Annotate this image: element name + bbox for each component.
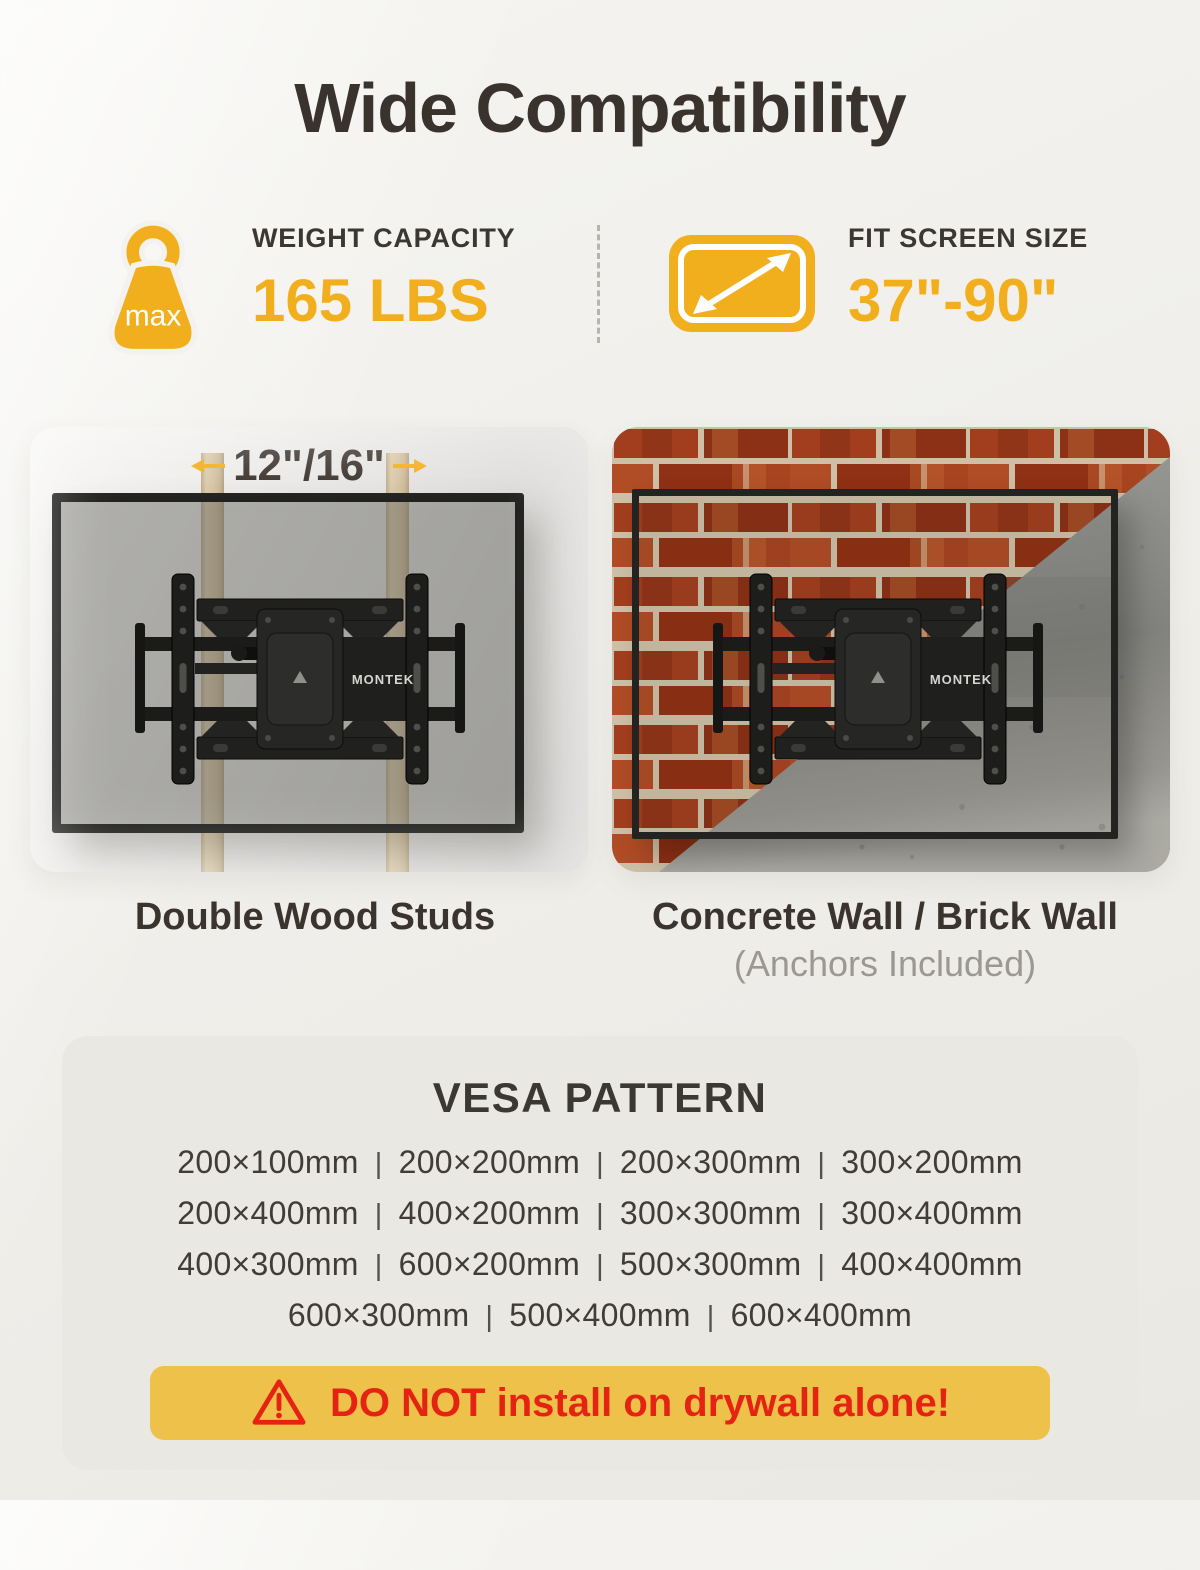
- vesa-size: 200×300mm: [619, 1144, 802, 1180]
- tv-mount-illustration: [135, 573, 465, 785]
- screen-size-icon: [667, 233, 817, 334]
- spec-row: [0, 207, 1200, 359]
- spec-divider: [597, 225, 600, 343]
- masonry-panel: [612, 427, 1170, 872]
- page-title: Wide Compatibility: [294, 69, 906, 147]
- weight-capacity-block: [252, 223, 516, 335]
- vesa-separator: |: [485, 1301, 494, 1333]
- vesa-separator: |: [374, 1250, 383, 1282]
- vesa-size: 600×400mm: [730, 1297, 913, 1333]
- fit-screen-size-label: FIT SCREEN SIZE: [848, 223, 1089, 253]
- max-weight-icon-label: max: [124, 299, 182, 333]
- installation-panels: [30, 427, 1170, 872]
- vesa-separator: |: [706, 1301, 715, 1333]
- max-weight-icon: [95, 219, 211, 357]
- vesa-size: 600×200mm: [398, 1246, 581, 1282]
- masonry-caption: Concrete Wall / Brick Wall: [652, 896, 1118, 938]
- vesa-size: 300×300mm: [619, 1195, 802, 1231]
- panel-captions: [30, 894, 1170, 986]
- vesa-row: [62, 1189, 1138, 1240]
- wood-studs-caption-cell: [30, 894, 600, 986]
- montek-logo: MONTEK: [929, 672, 993, 687]
- vesa-separator: |: [817, 1199, 826, 1231]
- vesa-separator: |: [817, 1148, 826, 1180]
- vesa-size: 400×300mm: [177, 1246, 359, 1282]
- stud-distance-annotation: [30, 441, 588, 491]
- vesa-separator: |: [817, 1250, 826, 1282]
- stud-distance-label: 12"/16": [233, 441, 385, 490]
- vesa-size: 300×400mm: [841, 1195, 1023, 1231]
- fit-screen-size-value: 37"-90": [848, 267, 1059, 334]
- vesa-separator: |: [374, 1199, 383, 1231]
- wood-studs-caption: Double Wood Studs: [134, 896, 496, 938]
- vesa-separator: |: [596, 1199, 604, 1231]
- weight-capacity-label: WEIGHT CAPACITY: [252, 223, 516, 253]
- vesa-pattern-list: [62, 1138, 1138, 1342]
- vesa-row: [62, 1138, 1138, 1189]
- masonry-caption-cell: [600, 894, 1170, 986]
- montek-logo: MONTEK: [351, 672, 415, 687]
- tv-mount-illustration: [713, 573, 1043, 785]
- arrow-left-icon: [191, 458, 225, 474]
- vesa-row: [62, 1291, 1138, 1342]
- vesa-size: 200×100mm: [177, 1144, 359, 1180]
- arrow-right-icon: [393, 458, 427, 474]
- vesa-pattern-card: [62, 1036, 1138, 1470]
- vesa-separator: |: [596, 1148, 604, 1180]
- vesa-size: 500×400mm: [509, 1297, 691, 1333]
- vesa-pattern-title: VESA PATTERN: [432, 1074, 768, 1121]
- fit-screen-size-block: [848, 223, 1088, 335]
- vesa-size: 500×300mm: [619, 1246, 802, 1282]
- vesa-size: 400×400mm: [841, 1246, 1023, 1282]
- vesa-size: 400×200mm: [398, 1195, 581, 1231]
- wood-studs-panel: [30, 427, 588, 872]
- warning-banner: [150, 1366, 1050, 1440]
- weight-capacity-value: 165 LBS: [252, 267, 489, 334]
- vesa-separator: |: [596, 1250, 604, 1282]
- vesa-size: 600×300mm: [287, 1297, 470, 1333]
- vesa-size: 200×200mm: [398, 1144, 581, 1180]
- vesa-size: 200×400mm: [177, 1195, 359, 1231]
- vesa-row: [62, 1240, 1138, 1291]
- anchors-included-note: (Anchors Included): [733, 943, 1037, 984]
- warning-text: DO NOT install on drywall alone!: [329, 1380, 951, 1425]
- vesa-size: 300×200mm: [841, 1144, 1023, 1180]
- vesa-separator: |: [374, 1148, 383, 1180]
- warning-triangle-icon: [250, 1377, 308, 1429]
